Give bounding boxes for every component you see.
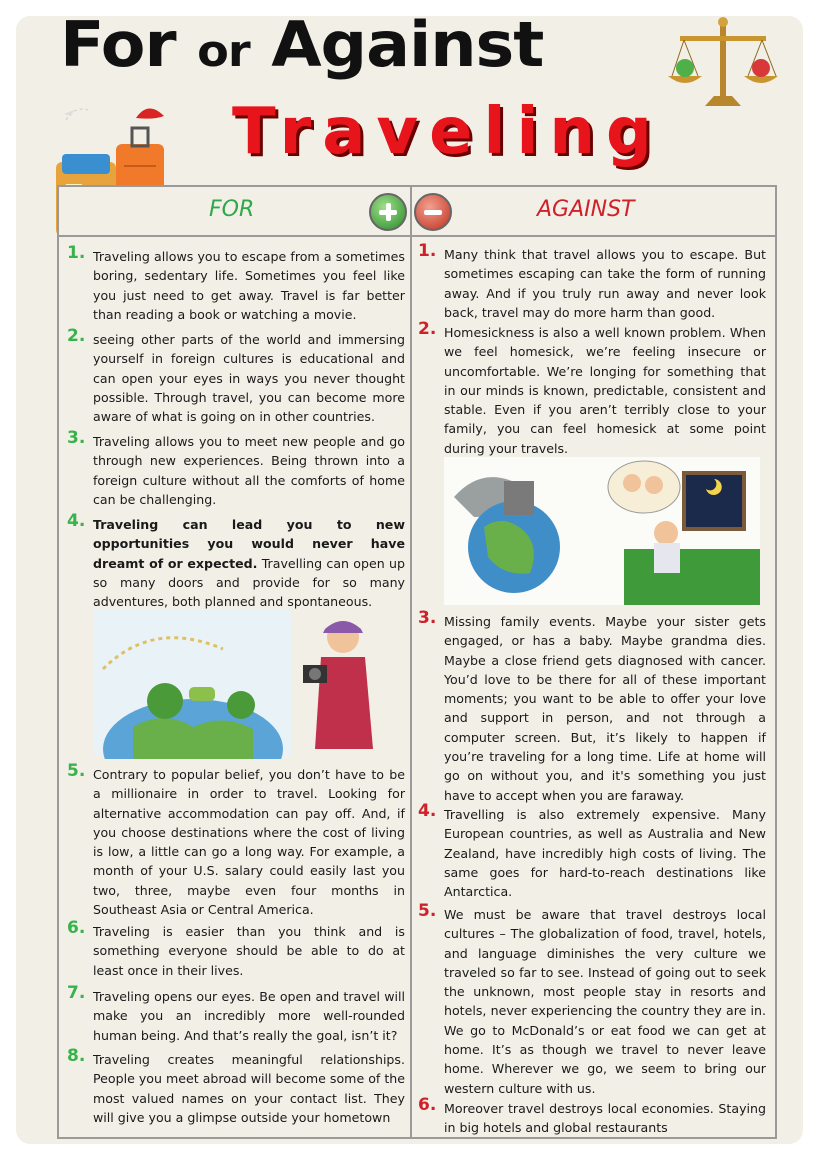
item-number: 6.: [418, 1095, 437, 1115]
item-number: 5.: [67, 761, 86, 781]
item-number: 2.: [67, 326, 86, 346]
item-text: seeing other parts of the world and immersing yourself in foreign cultures is educational and can open your eyes in ways you never thought possible. Through travel, you can become more aware of what is going on in other countries.: [93, 332, 405, 425]
item-text: Homesickness is also a well known problem. When we feel homesick, we’re feeling insecure or uncomfortable. We’re longing for something that in our minds is known, predictable, consistent and stable. Even if you aren’t terribly close to your family, you can feel homesick at some point during your travels.: [444, 325, 766, 456]
for-item: [67, 1046, 406, 1127]
item-text: Many think that travel allows you to escape. But sometimes escaping can take the form of running away. And if you truly run away and never look back, travel may do more harm than good.: [444, 247, 766, 320]
against-item: [418, 319, 766, 458]
item-number: 6.: [67, 918, 86, 938]
against-item: [418, 608, 766, 805]
minus-circle-icon: [414, 193, 452, 231]
item-number: 1.: [418, 241, 437, 261]
table-header: [59, 187, 775, 237]
against-item: [418, 801, 766, 901]
item-text: Traveling opens our eyes. Be open and travel will make you an incredibly more well-rounded human being. And that’s really the goal, isn’t it?: [93, 989, 405, 1043]
column-divider: [410, 187, 412, 1137]
tourist-globe-illustration: [93, 609, 393, 759]
item-number: 8.: [67, 1046, 86, 1066]
against-item: [418, 241, 766, 322]
for-item: [67, 511, 405, 611]
item-number: 4.: [67, 511, 86, 531]
for-item: [67, 326, 405, 426]
item-text: Traveling creates meaningful relationships. People you meet abroad will become some of the most valued names on your contact list. They will give you a glimpse outside your hometown: [93, 1052, 406, 1125]
for-item: [67, 243, 405, 324]
for-item: [67, 918, 405, 980]
item-number: 2.: [418, 319, 437, 339]
item-text: Contrary to popular belief, you don’t have to be a millionaire in order to travel. Looking for alternative accommodation can pay off. And, if you choose destinations where the cost of living is low, a little can go a long way. For example, a month of your U.S. salary could easily last you two, three, maybe even four months in Southeast Asia or Central America.: [93, 767, 405, 918]
item-text: We must be aware that travel destroys local cultures – The globalization of food, travel, hotels, and language diminishes the very culture we traveled so far to see. Instead of going out to seek the unknown, most people stay in resorts and hotels, never experiencing the country they are in. We go to McDonald’s or eat food we can get at home. It’s as though we travel to never leave home. Wherever we go, we seem to bring our western culture with us.: [444, 907, 766, 1096]
for-column-heading: FOR: [209, 197, 255, 222]
title-word-or: or: [197, 26, 250, 77]
title-line-1: [60, 8, 544, 81]
item-number: 5.: [418, 901, 437, 921]
item-text: Traveling allows you to meet new people and go through new experiences. Being thrown into a foreign culture without all the comforts of home can be challenging.: [93, 434, 405, 507]
item-number: 7.: [67, 983, 86, 1003]
for-item: [67, 983, 405, 1045]
against-item: [418, 1095, 766, 1138]
item-number: 3.: [67, 428, 86, 448]
scales-illustration: [660, 14, 790, 114]
against-column-heading: AGAINST: [537, 197, 635, 222]
item-text: Travelling is also extremely expensive. Many European countries, as well as Australia and New Zealand, have incredibly high costs of living. The same goes for hard-to-reach destinations like Antarctica.: [444, 807, 766, 900]
item-number: 4.: [418, 801, 437, 821]
item-text: Traveling is easier than you think and is something everyone should be able to do at least once in their lives.: [93, 924, 405, 978]
for-item: [67, 428, 405, 509]
item-number: 1.: [67, 243, 86, 263]
item-text: Moreover travel destroys local economies. Staying in big hotels and global restaurants: [444, 1101, 766, 1136]
for-against-table: [57, 185, 777, 1139]
item-text-bold: Traveling can lead you to new opportunities you would never have dreamt of or expected.: [93, 517, 405, 571]
title-line-2: Traveling: [232, 95, 663, 169]
title-word-for: For: [60, 8, 176, 81]
item-number: 3.: [418, 608, 437, 628]
against-item: [418, 901, 766, 1098]
item-text: Travelling can open up so many doors and provide for so many adventures, both planned and spontaneous.: [93, 555, 405, 610]
plus-circle-icon: [369, 193, 407, 231]
homesick-illustration: [444, 457, 760, 605]
item-text: Traveling allows you to escape from a sometimes boring, sedentary life. Sometimes you feel like you just need to get away. Travel is far better than reading a book or watching a movie.: [93, 249, 405, 322]
for-item: [67, 761, 405, 919]
title-word-against: Against: [271, 8, 544, 81]
item-text: Missing family events. Maybe your sister gets engaged, or has a baby. Maybe grandma dies. Maybe a close friend gets diagnosed with cancer. You’d love to be there for all of these important moments; you want to be able to offer your love and support in person, and not through a computer screen. But, it’s likely to happen if you’re traveling for a long time. Life at home will go on without you, and it's something you just have to accept when you are faraway.: [444, 614, 766, 803]
